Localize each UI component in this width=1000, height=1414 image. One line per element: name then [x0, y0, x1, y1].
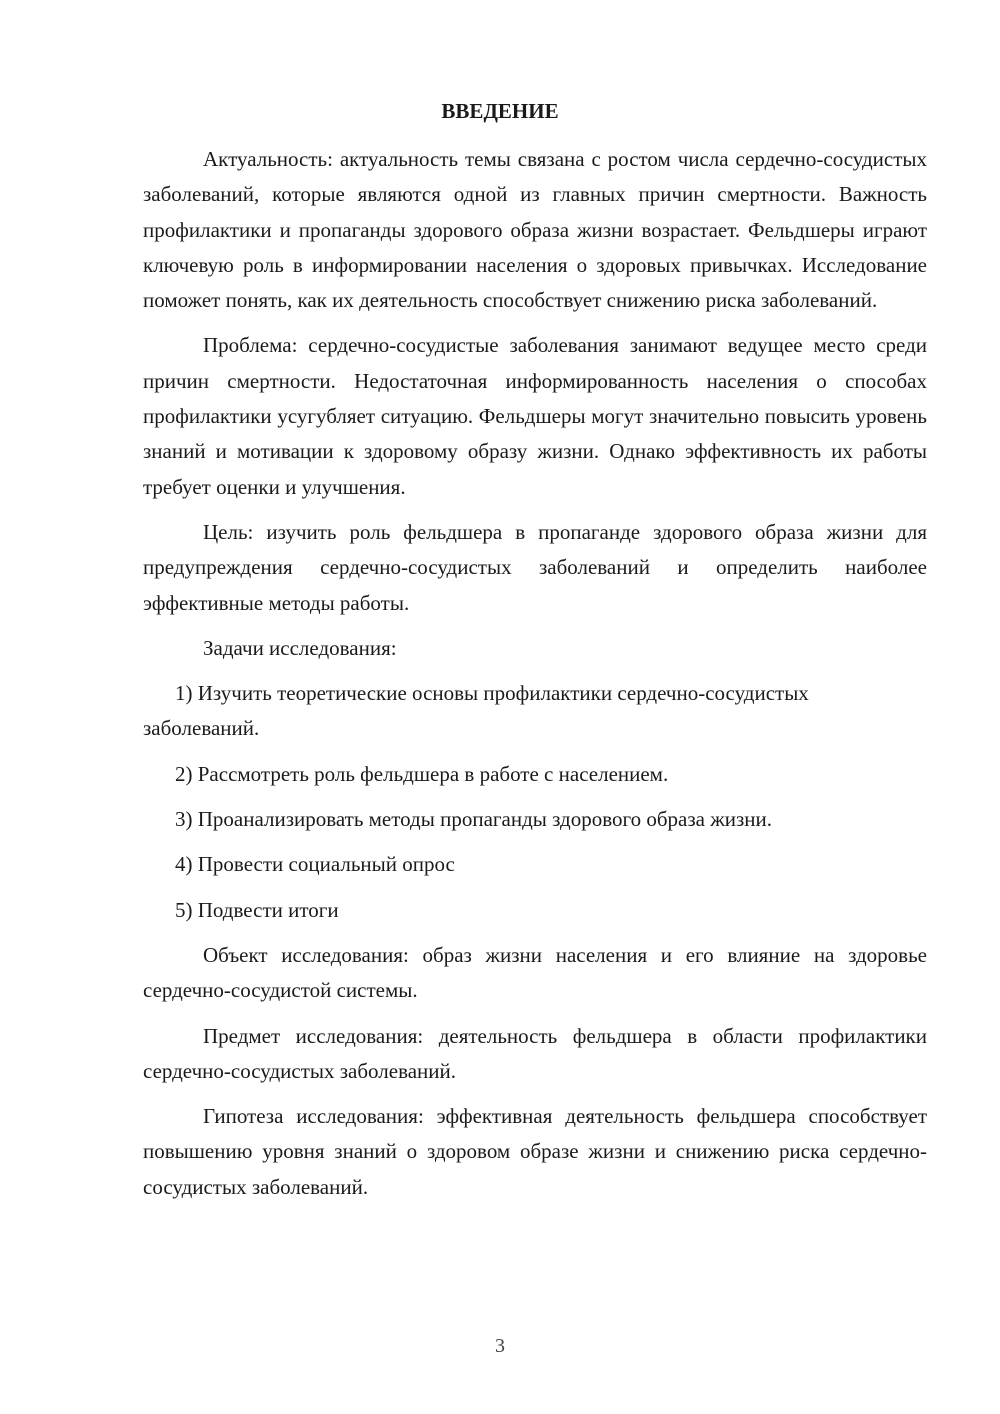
task-item-2: 2) Рассмотреть роль фельдшера в работе с населением.: [175, 761, 669, 786]
paragraph-goal: Цель: изучить роль фельдшера в пропаганде здорового образа жизни для предупреждения сердечно-сосудистых заболеваний и определить наиболее эффективные методы работы.: [143, 519, 927, 615]
paragraph-tasks-heading: Задачи исследования:: [203, 635, 397, 660]
paragraph-subject: Предмет исследования: деятельность фельдшера в области профилактики сердечно-сосудистых заболеваний.: [143, 1023, 927, 1083]
paragraph-problem: Проблема: сердечно-сосудистые заболевания занимают ведущее место среди причин смертности. Недостаточная информированность населения о способах профилактики усугубляет ситуацию. Фельдшеры могут значительно повысить уровень знаний и мотивации к здоровому образу жизни. Однако эффективность их работы требует оценки и улучшения.: [143, 333, 927, 499]
task-item-1: 1) Изучить теоретические основы профилактики сердечно-сосудистых заболеваний.: [143, 681, 809, 741]
paragraph-object: Объект исследования: образ жизни населения и его влияние на здоровье сердечно-сосудистой системы.: [143, 942, 927, 1003]
paragraph-hypothesis: Гипотеза исследования: эффективная деятельность фельдшера способствует повышению уровня знаний о здоровом образе жизни и снижению риска сердечно-сосудистых заболеваний.: [143, 1104, 927, 1199]
section-title: ВВЕДЕНИЕ: [441, 99, 559, 123]
paragraph-relevance: Актуальность: актуальность темы связана с ростом числа сердечно-сосудистых заболеваний, которые являются одной из главных причин смертности. Важность профилактики и пропаганды здорового образа жизни возрастает. Фельдшеры играют ключевую роль в информировании населения о здоровых привычках. Исследование поможет понять, как их деятельность способствует снижению риска заболеваний.: [143, 147, 927, 313]
task-item-4: 4) Провести социальный опрос: [175, 852, 455, 877]
task-item-3: 3) Проанализировать методы пропаганды здорового образа жизни.: [175, 807, 772, 832]
task-item-5: 5) Подвести итоги: [175, 897, 339, 922]
page-number: 3: [495, 1335, 505, 1357]
body-text: [143, 142, 927, 1215]
